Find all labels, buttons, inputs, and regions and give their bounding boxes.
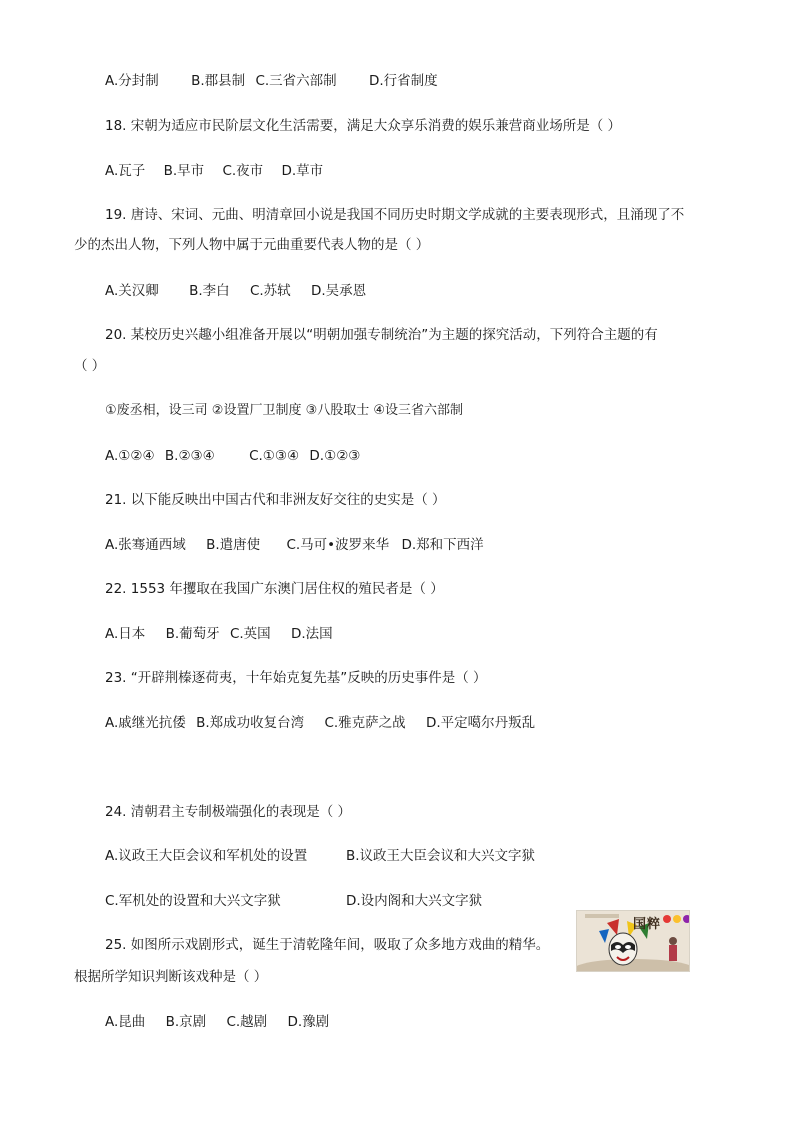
q20-option-a: A.①②④ <box>105 448 155 464</box>
q20-items: ①废丞相，设三司 ②设置厂卫制度 ③八股取士 ④设三省六部制 <box>105 403 464 418</box>
q18-option-a: A.瓦子 <box>105 163 146 179</box>
q22-option-b: B.葡萄牙 <box>165 626 220 642</box>
q19-stem-line1: 19. 唐诗、宋词、元曲、明清章回小说是我国不同历史时期文学成就的主要表现形式，且涌现了不 <box>105 207 685 223</box>
q18-option-d: D.草市 <box>281 163 324 179</box>
q17-option-b: B.郡县制 <box>191 73 246 89</box>
q20-options <box>105 447 360 465</box>
q19-options <box>105 282 366 300</box>
q23-stem: 23. “开辟荆榛逐荷夷，十年始克复先基”反映的历史事件是（ ） <box>105 670 487 686</box>
q17-option-c: C.三省六部制 <box>255 73 337 89</box>
q24-option-b: B.议政王大臣会议和大兴文字狱 <box>346 848 536 864</box>
q21-options <box>105 536 484 554</box>
q22-option-c: C.英国 <box>229 626 271 642</box>
q20-stem-line2: （ ） <box>74 358 106 374</box>
q21-option-a: A.张骞通西域 <box>105 537 186 553</box>
q24-option-d: D.设内阁和大兴文字狱 <box>346 893 483 909</box>
q19-stem-line2: 少的杰出人物，下列人物中属于元曲重要代表人物的是（ ） <box>74 237 430 253</box>
opera-mask-image <box>576 910 690 972</box>
q25-option-a: A.昆曲 <box>105 1014 146 1030</box>
q17-option-d: D.行省制度 <box>368 73 438 89</box>
q18-stem: 18. 宋朝为适应市民阶层文化生活需要，满足大众享乐消费的娱乐兼营商业场所是（ ） <box>105 118 622 134</box>
q19-option-a: A.关汉卿 <box>105 283 159 299</box>
q22-options <box>105 625 333 643</box>
q20-option-c: C.①③④ <box>249 448 300 464</box>
q23-option-a: A.戚继光抗倭 <box>105 715 186 731</box>
q25-option-b: B.京剧 <box>165 1014 207 1030</box>
q20-option-b: B.②③④ <box>164 448 215 464</box>
q18-option-c: C.夜市 <box>222 163 264 179</box>
q25-option-c: C.越剧 <box>226 1014 268 1030</box>
q18-option-b: B.早市 <box>163 163 205 179</box>
q25-options <box>105 1013 329 1031</box>
q19-option-c: C.苏轼 <box>249 283 291 299</box>
q22-stem: 22. 1553 年攫取在我国广东澳门居住权的殖民者是（ ） <box>105 581 444 597</box>
q20-stem-line1: 20. 某校历史兴趣小组准备开展以“明朝加强专制统治”为主题的探究活动，下列符合主题的有 <box>105 327 658 343</box>
q17-options <box>105 72 438 90</box>
q21-option-c: C.马可•波罗来华 <box>286 537 390 553</box>
q25-option-d: D.豫剧 <box>287 1014 330 1030</box>
q25-stem-line2: 根据所学知识判断该戏种是（ ） <box>74 969 268 985</box>
q25-stem-line1: 25. 如图所示戏剧形式，诞生于清乾隆年间，吸取了众多地方戏曲的精华。 <box>105 937 550 953</box>
q21-option-d: D.郑和下西洋 <box>401 537 484 553</box>
opera-badge-dots <box>663 915 690 923</box>
q24-option-c: C.军机处的设置和大兴文字狱 <box>105 893 281 909</box>
q24-stem: 24. 清朝君主专制极端强化的表现是（ ） <box>105 804 352 820</box>
q19-option-d: D.吴承恩 <box>310 283 367 299</box>
opera-image-title: 国粹 <box>633 917 662 932</box>
q23-option-c: C.雅克萨之战 <box>324 715 406 731</box>
q23-options <box>105 714 535 732</box>
q17-option-a: A.分封制 <box>105 73 159 89</box>
q24-option-a: A.议政王大臣会议和军机处的设置 <box>105 848 308 864</box>
q22-option-a: A.日本 <box>105 626 146 642</box>
q18-options <box>105 162 323 180</box>
q23-option-d: D.平定噶尔丹叛乱 <box>425 715 536 731</box>
q20-option-d: D.①②③ <box>309 448 361 464</box>
q22-option-d: D.法国 <box>290 626 333 642</box>
q23-option-b: B.郑成功收复台湾 <box>196 715 305 731</box>
q21-stem: 21. 以下能反映出中国古代和非洲友好交往的史实是（ ） <box>105 492 446 508</box>
q19-option-b: B.李白 <box>189 283 230 299</box>
q21-option-b: B.遣唐使 <box>206 537 261 553</box>
